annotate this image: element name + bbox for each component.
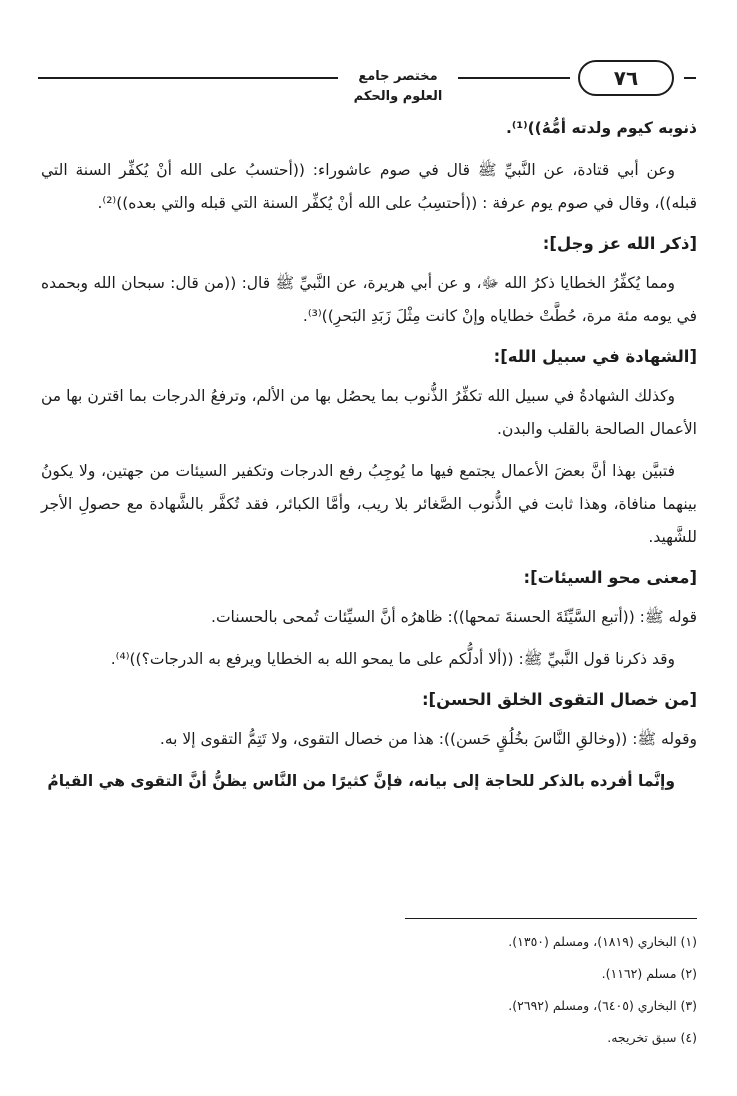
page-header: [38, 58, 700, 104]
paragraph-3: ومما يُكفِّرُ الخطايا ذكرُ الله ﷻ، و عن أبي هريرة، عن النَّبيِّ ﷺ قال: ((من قال: سبحان الله وبحمده في يومه مئة مرة، حُطَّتْ خطاياه وإنْ كانت مِثْلَ زَبَدِ البَحرِ))⁽³⁾.: [41, 274, 697, 325]
section-heading-good-character: [من خصال التقوى الخلق الحسن]:: [421, 690, 697, 709]
paragraph-6: قوله ﷺ: ((أتبع السَّيِّئَةَ الحسنةَ تمحها)): ظاهرُه أنَّ السيِّئات تُمحى بالحسنات.: [211, 608, 697, 626]
paragraph-4: وكذلك الشهادةُ في سبيل الله تكفِّرُ الذُّنوب بما يحصُل بها من الألم، وترفعُ الدرجات بما اقترن بها من الأعمال الصالحة بالقلب والبدن.: [41, 387, 697, 438]
main-text: [41, 112, 697, 807]
footnote-separator: [405, 918, 697, 919]
running-title: مختصر جامع العلوم والحكم: [353, 69, 443, 104]
footnote-2: (٢) مسلم (١١٦٢).: [601, 966, 697, 981]
header-dash: [684, 77, 696, 79]
section-heading-erasing-sins: [معنى محو السيئات]:: [523, 568, 697, 587]
paragraph-9: وإنَّما أفرده بالذكر للحاجة إلى بيانه، فإنَّ كثيرًا من النَّاس يظنُّ أنَّ التقوى هي القيامُ: [47, 772, 675, 790]
paragraph-8: وقوله ﷺ: ((وخالقِ النَّاسَ بخُلُقٍ حَسن)): هذا من خصال التقوى، ولا تَتِمُّ التقوى إلا به.: [159, 730, 697, 748]
header-rule-left: [38, 77, 338, 79]
header-rule-right: [458, 77, 570, 79]
paragraph-1: ذنوبه كيوم ولدته أمُّهُ))⁽¹⁾.: [505, 119, 697, 137]
section-heading-dhikr: [ذكر الله عز وجل]:: [542, 234, 697, 253]
paragraph-5: فتبيَّن بهذا أنَّ بعضَ الأعمال يجتمع فيها ما يُوجِبُ رفع الدرجات وتكفير السيئات من جهتين، ولا يكونُ بينهما منافاة، وهذا ثابت في الذُّنوب الصَّغائر بلا ريب، وأمَّا الكبائر، فقد تُكفَّر بالشَّهادة مع حصولِ الأجر للشَّهيد.: [41, 462, 697, 546]
section-heading-martyrdom: [الشهادة في سبيل الله]:: [493, 347, 697, 366]
paragraph-2: وعن أبي قتادة، عن النَّبيِّ ﷺ قال في صوم عاشوراء: ((أحتسبُ على الله أنْ يُكفِّر السنة التي قبله))، وقال في صوم يوم عرفة : ((أحتسِبُ على الله أنْ يُكفِّر السنة التي قبله والتي بعده))⁽²⁾.: [41, 161, 697, 212]
page-number: ٧٦: [578, 60, 674, 96]
footnote-3: (٣) البخاري (٦٤٠٥)، ومسلم (٢٦٩٢).: [508, 998, 697, 1013]
footnote-1: (١) البخاري (١٨١٩)، ومسلم (١٣٥٠).: [508, 934, 697, 949]
footnotes: [41, 926, 697, 1054]
footnote-4: (٤) سبق تخريجه.: [607, 1030, 697, 1045]
paragraph-7: وقد ذكرنا قول النَّبيِّ ﷺ: ((ألا أدلُّكم على ما يمحو الله به الخطايا ويرفع به الدرجات؟))⁽⁴⁾.: [110, 650, 675, 668]
